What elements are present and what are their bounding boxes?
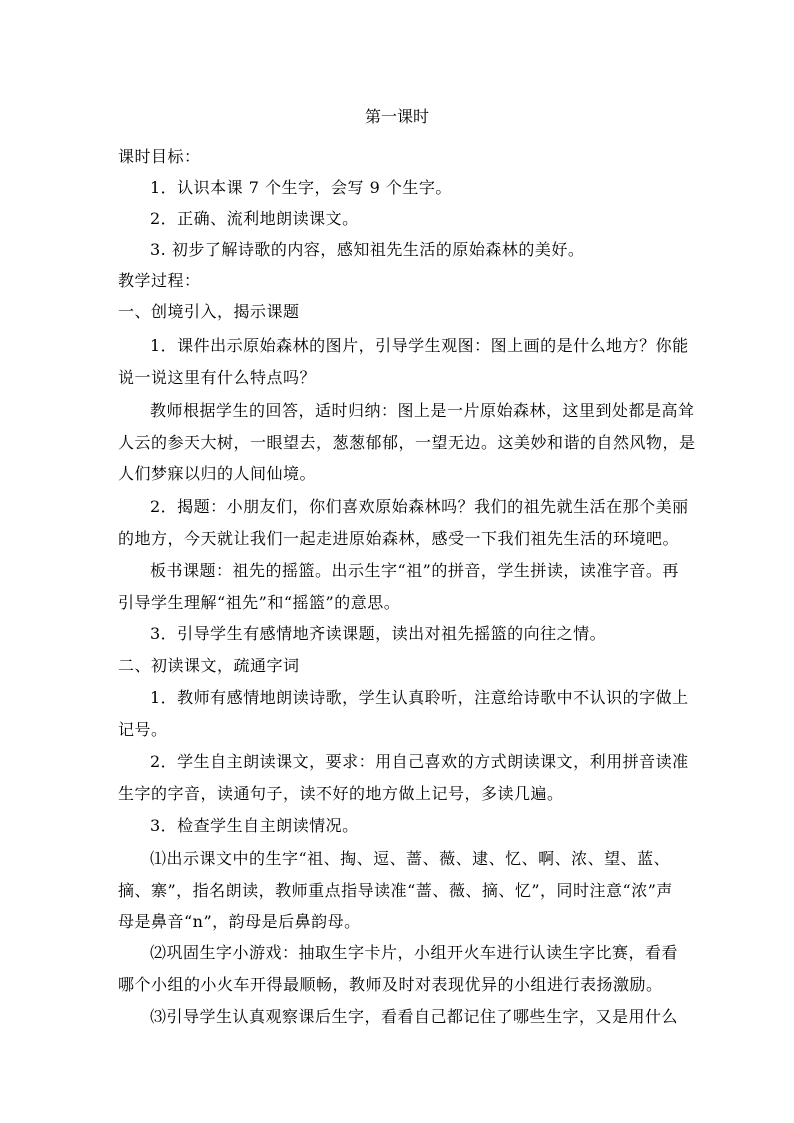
text-line: 人们梦寐以归的人间仙境。 <box>118 464 317 483</box>
section-heading: 教学过程： <box>118 271 201 290</box>
text-line: ⑶引导学生认真观察课后生字，看看自己都记住了哪些生字，又是用什么 <box>150 1007 679 1026</box>
text-line: 1．课件出示原始森林的图片，引导学生观图：图上画的是什么地方？你能 <box>150 336 689 355</box>
text-line: ⑵巩固生字小游戏：抽取生字卡片，小组开火车进行认读生字比赛，看看 <box>150 943 679 962</box>
section-heading: 课时目标： <box>118 147 201 166</box>
text-line: 母是鼻音“n”，韵母是后鼻韵母。 <box>118 912 361 931</box>
page-title: 第一课时 <box>364 107 429 126</box>
text-line: 生字的字音，读通句子，读不好的地方做上记号，多读几遍。 <box>118 784 564 803</box>
text-line: 3．引导学生有感情地齐读课题，读出对祖先摇篮的向往之情。 <box>150 624 607 643</box>
text-line: 1．教师有感情地朗读诗歌，学生认真聆听，注意给诗歌中不认识的字做上 <box>150 688 689 707</box>
text-line: 哪个小组的小火车开得最顺畅，教师及时对表现优异的小组进行表扬激励。 <box>118 975 663 994</box>
text-line: 摘、寨”，指名朗读，教师重点指导读准“蔷、薇、摘、忆”，同时注意“浓”声 <box>118 881 673 900</box>
text-line: 的地方，今天就让我们一起走进原始森林，感受一下我们祖先生活的环境吧。 <box>118 529 680 548</box>
text-line: ⑴出示课文中的生字“祖、掏、逗、蔷、薇、逮、忆、啊、浓、望、蓝、 <box>150 849 671 868</box>
text-line: 板书课题：祖先的摇篮。出示生字“祖”的拼音，学生拼读，读准字音。再 <box>150 561 679 580</box>
text-line: 3．检查学生自主朗读情况。 <box>150 816 359 835</box>
text-line: 引导学生理解“祖先”和“摇篮”的意思。 <box>118 593 401 612</box>
text-line: 教师根据学生的回答，适时归纳：图上是一片原始森林，这里到处都是高耸 <box>150 401 695 420</box>
text-line: 1．认识本课 7 个生字，会写 9 个生字。 <box>150 178 452 197</box>
text-line: 2．正确、流利地朗读课文。 <box>150 209 359 228</box>
text-line: 3. 初步了解诗歌的内容，感知祖先生活的原始森林的美好。 <box>150 240 585 259</box>
text-line: 2．揭题：小朋友们，你们喜欢原始森林吗？我们的祖先就生活在那个美丽 <box>150 497 689 516</box>
text-line: 人云的参天大树，一眼望去，葱葱郁郁，一望无边。这美妙和谐的自然风物，是 <box>118 433 696 452</box>
text-line: 说一说这里有什么特点吗？ <box>118 368 317 387</box>
text-line: 记号。 <box>118 720 168 739</box>
section-heading: 二、初读课文，疏通字词 <box>118 656 300 675</box>
text-line: 2．学生自主朗读课文，要求：用自己喜欢的方式朗读课文，利用拼音读准 <box>150 752 689 771</box>
section-heading: 一、创境引入，揭示课题 <box>118 302 300 321</box>
